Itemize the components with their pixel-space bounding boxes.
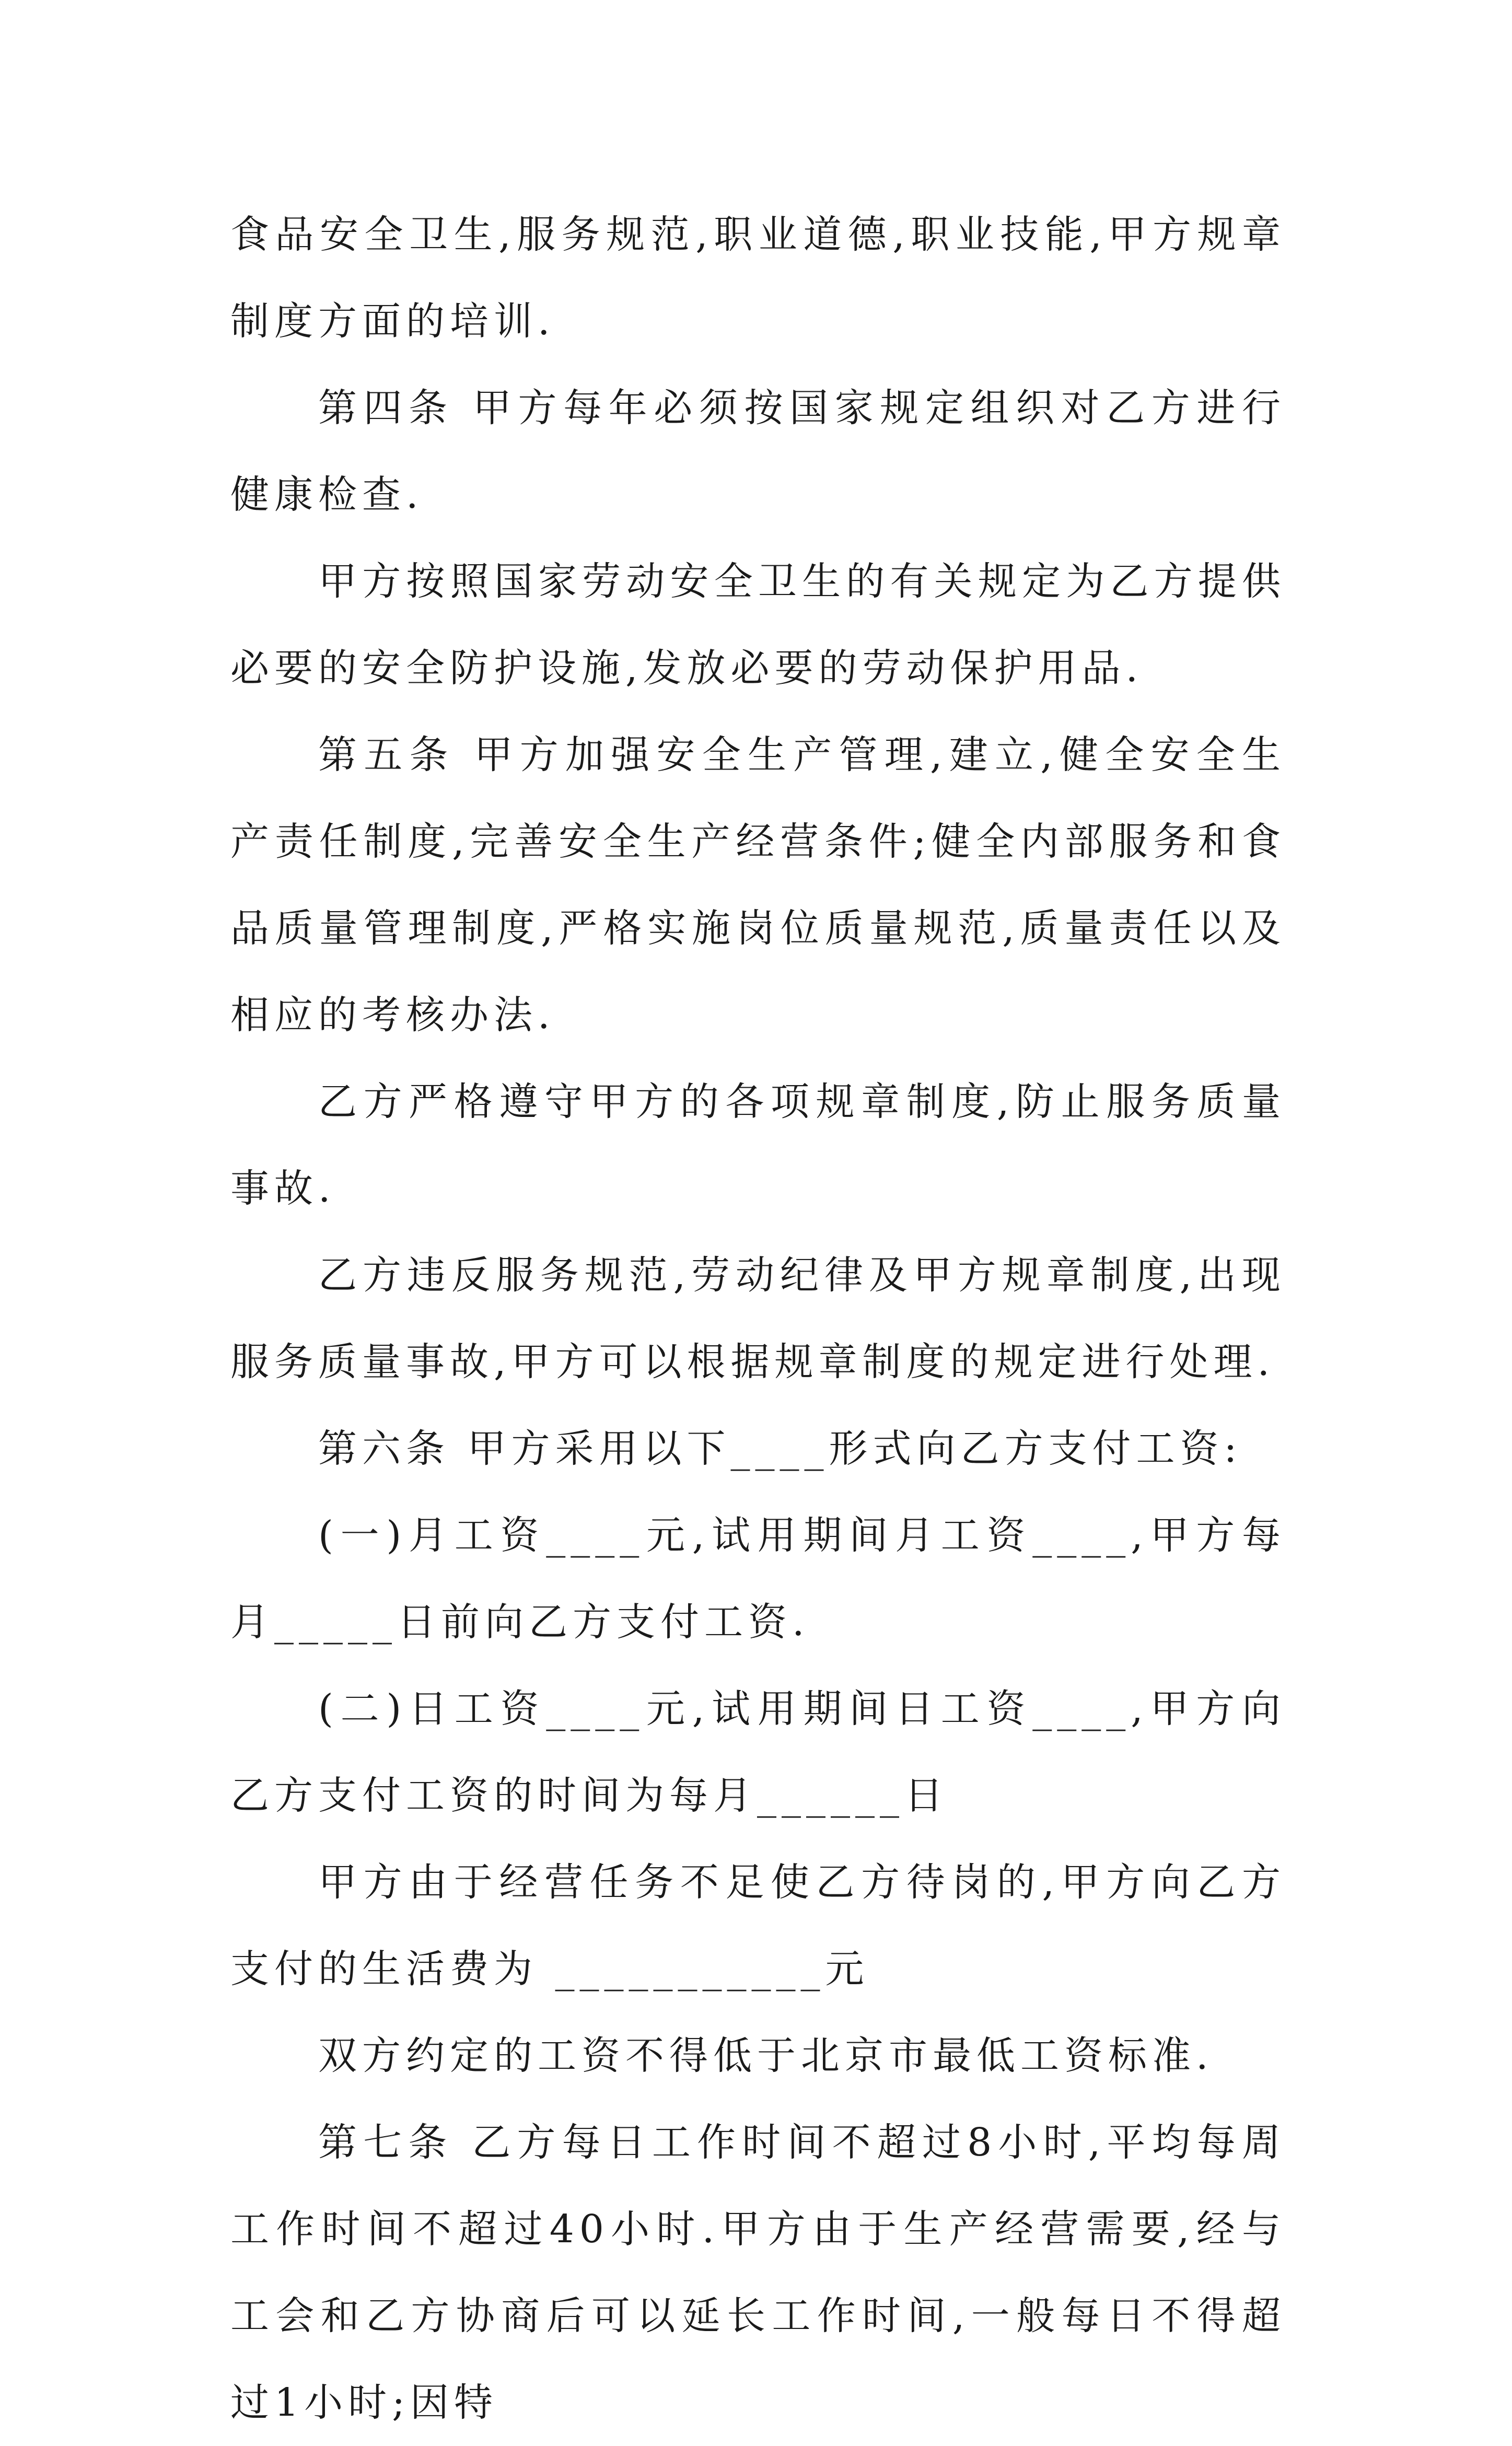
paragraph-minimum-wage: 双方约定的工资不得低于北京市最低工资标准.: [318, 2033, 1214, 2078]
paragraph-safety-equipment: 甲方按照国家劳动安全卫生的有关规定为乙方提供必要的安全防护设施,发放必要的劳动保护用品.: [230, 559, 1286, 691]
paragraph-article-7: 第七条 乙方每日工作时间不超过8小时,平均每周工作时间不超过40小时.甲方由于生产经营需要,经与工会和乙方协商后可以延长工作时间,一般每日不得超过1小时;因特: [230, 2120, 1286, 2425]
paragraph-article-6: 第六条 甲方采用以下____形式向乙方支付工资:: [318, 1426, 1242, 1471]
paragraph-monthly-wage: (一)月工资____元,试用期间月工资____,甲方每月_____日前向乙方支付工资.: [230, 1513, 1286, 1645]
paragraph-daily-wage: (二)日工资____元,试用期间日工资____,甲方向乙方支付工资的时间为每月______日: [230, 1686, 1286, 1818]
paragraph-living-allowance: 甲方由于经营任务不足使乙方待岗的,甲方向乙方支付的生活费为 ___________元: [230, 1860, 1286, 1991]
paragraph-training: 食品安全卫生,服务规范,职业道德,职业技能,甲方规章制度方面的培训.: [230, 212, 1286, 344]
paragraph-violations: 乙方违反服务规范,劳动纪律及甲方规章制度,出现服务质量事故,甲方可以根据规章制度的规定进行处理.: [230, 1253, 1286, 1384]
paragraph-article-4: 第四条 甲方每年必须按国家规定组织对乙方进行健康检查.: [230, 386, 1286, 517]
paragraph-article-5: 第五条 甲方加强安全生产管理,建立,健全安全生产责任制度,完善安全生产经营条件;健全内部服务和食品质量管理制度,严格实施岗位质量规范,质量责任以及相应的考核办法.: [230, 732, 1286, 1038]
document-body: [230, 191, 1286, 2446]
paragraph-rules-compliance: 乙方严格遵守甲方的各项规章制度,防止服务质量事故.: [230, 1079, 1286, 1211]
